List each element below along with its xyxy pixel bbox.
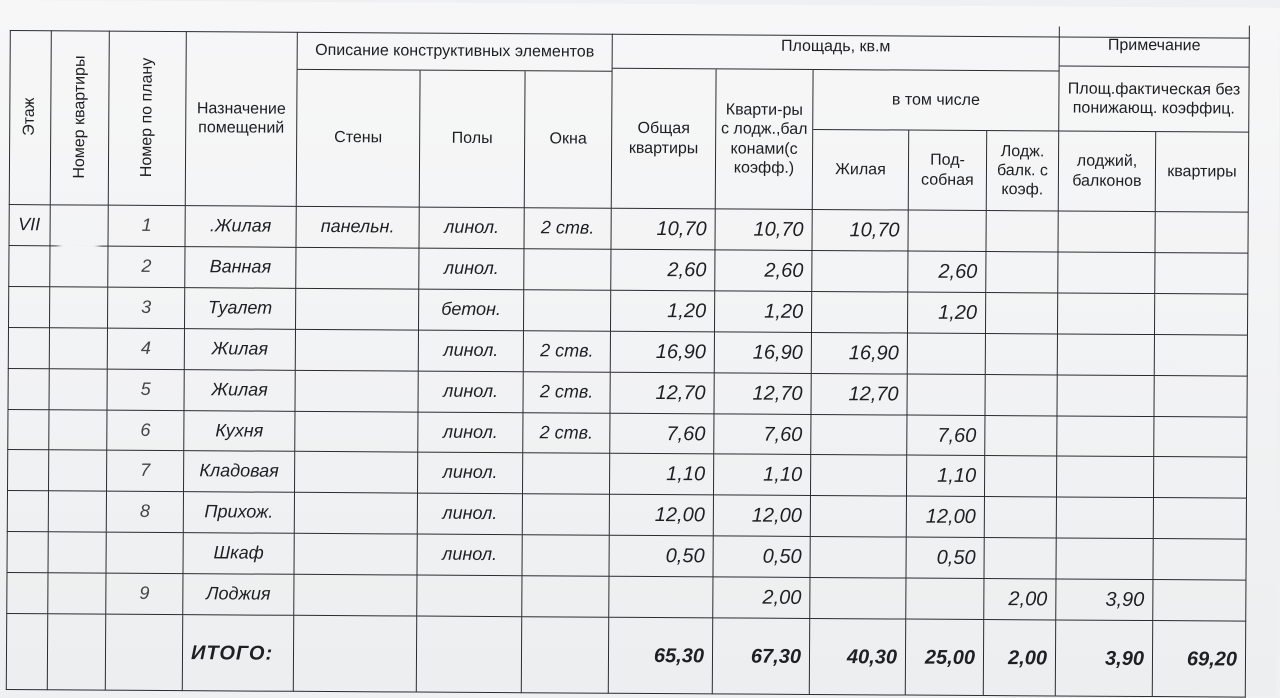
cell-walls <box>295 371 418 413</box>
cell-floor <box>7 369 49 410</box>
header-apt-number-label: Номер квартиры <box>70 55 89 180</box>
total-living: 40,30 <box>810 619 906 696</box>
redacted-apartment-number <box>58 218 98 252</box>
cell-total: 12,00 <box>610 495 714 537</box>
header-floor-label: Этаж <box>21 98 39 137</box>
cell-loggia <box>986 334 1058 375</box>
cell-purpose: Жилая <box>185 329 296 371</box>
cell-num: 7 <box>107 451 184 492</box>
total-walls <box>294 616 417 693</box>
cell-act-loggia <box>1057 375 1154 417</box>
cell-with-loggia: 12,70 <box>714 373 811 415</box>
header-floors: Полы <box>420 71 526 209</box>
cell-act-loggia <box>1057 416 1154 457</box>
cell-walls <box>296 248 419 290</box>
cell-living <box>812 292 908 334</box>
total-act-apt: 69,20 <box>1153 621 1246 698</box>
cell-walls: панельн. <box>296 207 419 249</box>
header-including: в том числе <box>813 70 1059 132</box>
cell-walls <box>296 330 419 372</box>
cell-apt-number <box>49 491 107 532</box>
cell-aux: 12,00 <box>907 497 985 538</box>
cell-act-apt <box>1153 580 1246 622</box>
cell-with-loggia: 1,20 <box>715 291 812 333</box>
cell-num <box>106 533 183 574</box>
cell-num: 2 <box>108 247 185 288</box>
cell-window: 2 ств. <box>524 331 611 373</box>
cell-total: 1,20 <box>611 291 715 333</box>
total-aux: 25,00 <box>906 620 984 696</box>
cell-total: 1,10 <box>610 454 714 496</box>
cell-act-apt <box>1154 498 1247 540</box>
cell-num: 9 <box>106 574 183 615</box>
cell-act-loggia: 3,90 <box>1056 579 1153 621</box>
cell-floor <box>7 491 49 532</box>
cell-act-loggia <box>1058 211 1155 253</box>
header-note: Примечание <box>1060 24 1250 67</box>
cell-total: 12,70 <box>610 373 714 415</box>
header-loggia-coef: Лодж. балк. с коэф. <box>987 131 1059 211</box>
cell-act-apt <box>1155 253 1248 295</box>
cell-floor: VII <box>8 205 50 246</box>
cell-floor: линол. <box>419 208 524 250</box>
header-loggias: лоджий, балконов <box>1059 131 1156 212</box>
cell-apt-number <box>50 287 108 328</box>
cell-act-apt <box>1155 294 1248 336</box>
cell-floor: линол. <box>418 453 523 495</box>
cell-floor: линол. <box>417 535 522 577</box>
total-apt-number <box>48 614 106 690</box>
cell-aux: 1,10 <box>907 456 985 497</box>
cell-purpose: Шкаф <box>183 533 294 575</box>
total-windows <box>522 617 609 694</box>
cell-aux <box>906 579 984 620</box>
cell-with-loggia: 12,00 <box>714 495 811 537</box>
cell-num: 4 <box>108 329 185 370</box>
header-total-apt: Общая квартиры <box>612 69 717 210</box>
header-windows: Окна <box>525 71 613 209</box>
cell-living <box>811 455 907 497</box>
cell-aux <box>907 375 985 416</box>
cell-window <box>523 494 610 536</box>
cell-walls <box>294 575 417 617</box>
cell-apt-number <box>50 246 108 287</box>
cell-loggia: 2,00 <box>984 579 1056 620</box>
cell-act-apt <box>1154 417 1247 458</box>
cell-window: 2 ств. <box>524 208 611 250</box>
header-floor <box>9 30 52 205</box>
cell-living: 12,70 <box>811 374 907 416</box>
header-walls: Стены <box>297 70 421 208</box>
cell-with-loggia: 2,60 <box>715 250 812 292</box>
cell-purpose: .Жилая <box>185 206 296 248</box>
cell-total: 2,60 <box>611 250 715 292</box>
cell-apt-number <box>49 450 107 491</box>
cell-living <box>811 415 907 456</box>
cell-act-loggia <box>1057 456 1154 498</box>
cell-act-loggia <box>1058 293 1155 335</box>
cell-loggia <box>985 375 1057 416</box>
cell-floor: линол. <box>419 331 524 373</box>
cell-window <box>522 576 609 618</box>
cell-window <box>522 535 609 577</box>
cell-floor <box>8 287 50 328</box>
total-with-loggia: 67,30 <box>713 618 810 695</box>
cell-total: 0,50 <box>609 536 713 578</box>
cell-floor <box>6 573 48 614</box>
cell-living: 10,70 <box>812 210 908 252</box>
cell-loggia <box>986 211 1058 252</box>
cell-act-apt <box>1154 457 1247 499</box>
total-floor <box>6 614 48 690</box>
cell-loggia <box>985 416 1057 456</box>
cell-total: 16,90 <box>611 332 715 374</box>
total-floors <box>417 617 522 694</box>
cell-window <box>524 290 611 332</box>
cell-walls <box>295 452 418 494</box>
cell-floor <box>417 576 522 618</box>
cell-with-loggia: 16,90 <box>715 332 812 374</box>
cell-with-loggia: 7,60 <box>714 414 811 455</box>
cell-window: 2 ств. <box>523 372 610 414</box>
cell-walls <box>294 534 417 576</box>
cell-floor: линол. <box>418 372 523 414</box>
cell-act-apt <box>1153 539 1246 581</box>
cell-act-loggia <box>1058 334 1155 376</box>
cell-purpose: Туалет <box>185 288 296 330</box>
cell-purpose: Лоджия <box>183 574 294 616</box>
header-apartment: квартиры <box>1156 132 1249 213</box>
header-apt-with-loggia: Кварти-ры с лодж.,бал конами(с коэфф.) <box>716 69 814 210</box>
header-construct: Описание конструктивных элементов <box>298 32 613 72</box>
cell-total <box>609 577 713 619</box>
cell-with-loggia: 2,00 <box>713 577 810 619</box>
cell-num: 5 <box>107 370 184 411</box>
header-living: Жилая <box>813 130 909 211</box>
header-plan-number <box>109 31 187 206</box>
total-plan <box>106 615 183 691</box>
cell-window <box>523 453 610 495</box>
cell-act-apt <box>1154 376 1247 418</box>
cell-aux <box>908 211 986 252</box>
cell-num: 1 <box>108 206 185 247</box>
cell-act-loggia <box>1056 538 1153 580</box>
cell-with-loggia: 0,50 <box>713 536 810 578</box>
cell-purpose: Прихож. <box>184 492 295 534</box>
header-area: Площадь, кв.м <box>613 24 1060 72</box>
cell-act-apt <box>1155 335 1248 377</box>
cell-purpose: Кладовая <box>184 451 295 493</box>
cell-window <box>524 249 611 291</box>
cell-walls <box>295 412 418 453</box>
cell-loggia <box>985 456 1057 497</box>
cell-total: 10,70 <box>611 209 715 251</box>
cell-purpose: Жилая <box>184 370 295 412</box>
cell-floor <box>7 410 49 450</box>
total-total: 65,30 <box>609 618 713 695</box>
cell-num: 3 <box>108 288 185 329</box>
cell-floor <box>7 450 49 491</box>
cell-living <box>812 251 908 293</box>
cell-num: 6 <box>107 411 184 451</box>
cell-window: 2 ств. <box>523 413 610 454</box>
cell-floor: линол. <box>419 249 524 291</box>
total-loggia: 2,00 <box>984 620 1056 696</box>
header-purpose: Назначение помещений <box>186 31 298 207</box>
cell-loggia <box>985 497 1057 538</box>
cell-with-loggia: 10,70 <box>715 209 812 251</box>
cell-purpose: Ванная <box>185 247 296 289</box>
cell-purpose: Кухня <box>184 411 295 452</box>
cell-aux: 2,60 <box>908 252 986 293</box>
cell-aux: 7,60 <box>907 416 985 456</box>
cell-living: 16,90 <box>812 333 908 375</box>
total-label: ИТОГО: <box>183 615 294 692</box>
cell-walls <box>295 493 418 535</box>
cell-floor <box>6 532 48 573</box>
header-apt-number <box>51 30 110 205</box>
cell-aux <box>908 334 986 375</box>
cell-floor <box>8 246 50 287</box>
cell-floor <box>8 328 50 369</box>
header-plan-number-label: Номер по плану <box>138 58 157 178</box>
header-actual-area: Площ.фактическая без понижающ. коэффиц. <box>1059 66 1249 132</box>
cell-aux: 1,20 <box>908 293 986 334</box>
cell-living <box>810 537 906 579</box>
cell-aux: 0,50 <box>906 538 984 579</box>
cell-total: 7,60 <box>610 414 714 455</box>
cell-act-loggia <box>1057 497 1154 539</box>
cell-walls <box>296 289 419 331</box>
cell-floor: бетон. <box>419 290 524 332</box>
cell-with-loggia: 1,10 <box>714 454 811 496</box>
cell-act-loggia <box>1058 252 1155 294</box>
cell-floor: линол. <box>418 413 523 454</box>
cell-apt-number <box>48 573 106 614</box>
cell-floor: линол. <box>418 494 523 536</box>
cell-living <box>811 496 907 538</box>
cell-living <box>810 578 906 620</box>
cell-apt-number <box>49 410 107 450</box>
cell-apt-number <box>48 532 106 573</box>
cell-apt-number <box>49 369 107 410</box>
cell-num: 8 <box>107 492 184 533</box>
cell-act-apt <box>1155 212 1248 254</box>
header-auxiliary: Под-собная <box>909 131 987 211</box>
cell-apt-number <box>50 328 108 369</box>
cell-loggia <box>986 293 1058 334</box>
total-act-loggia: 3,90 <box>1056 620 1153 697</box>
cell-loggia <box>984 538 1056 579</box>
cell-loggia <box>986 252 1058 293</box>
